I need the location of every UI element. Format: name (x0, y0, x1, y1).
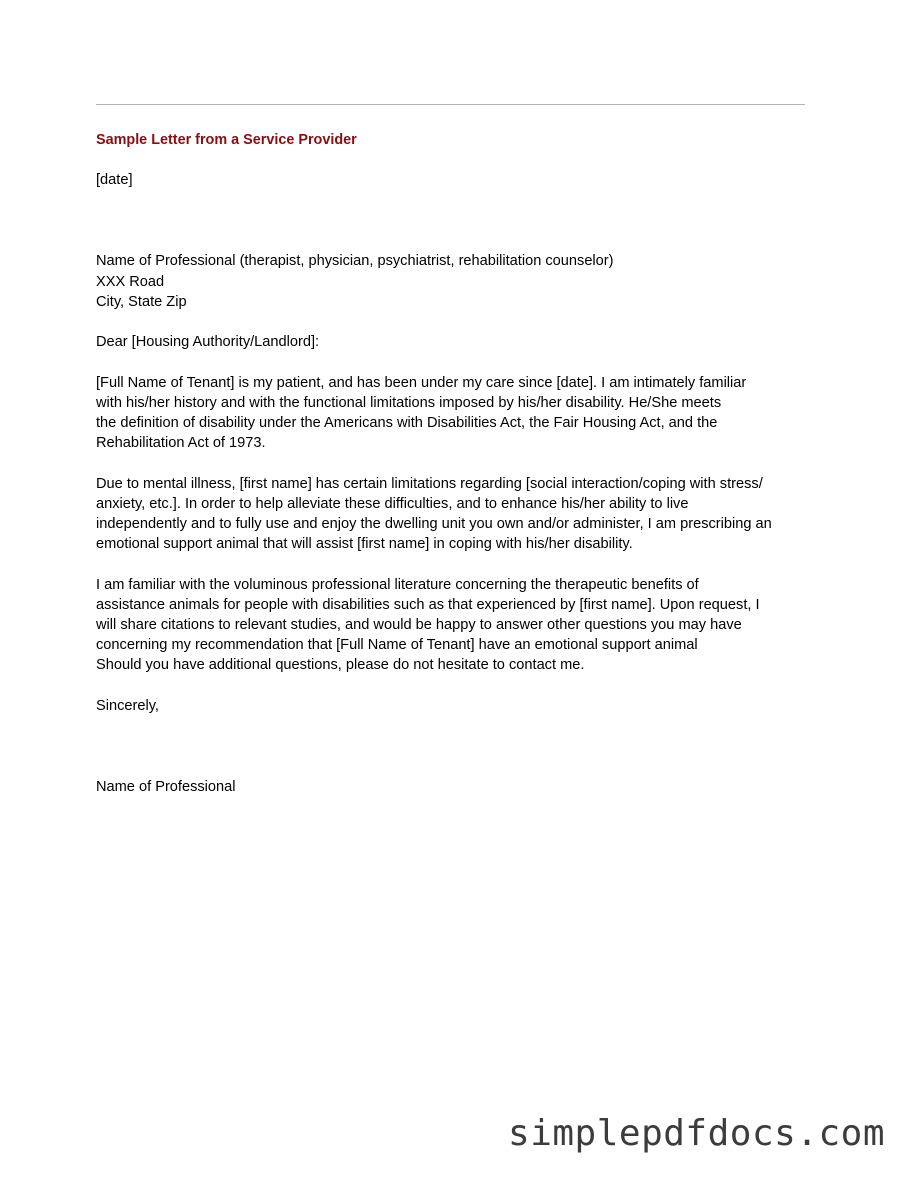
paragraph-line: concerning my recommendation that [Full Name of Tenant] have an emotional support animal (96, 637, 698, 654)
paragraph-line: anxiety, etc.]. In order to help alleviate these difficulties, and to enhance his/her ability to live (96, 495, 689, 512)
paragraph-line: I am familiar with the voluminous professional literature concerning the therapeutic benefits of (96, 576, 699, 593)
signature-name: Name of Professional (96, 779, 236, 795)
paragraph-line: independently and to fully use and enjoy the dwelling unit you own and/or administer, I am prescribing an (96, 516, 772, 532)
paragraph-line: [Full Name of Tenant] is my patient, and has been under my care since [date]. I am intimately familiar (96, 374, 747, 391)
letter-body (96, 130, 812, 797)
paragraph-line: Due to mental illness, [first name] has certain limitations regarding [social interaction/coping with stress/ (96, 475, 763, 492)
address-line: XXX Road (96, 273, 165, 290)
paragraph-line: with his/her history and with the functional limitations imposed by his/her disability. He/She meets (96, 394, 722, 411)
paragraph-line: Should you have additional questions, please do not hesitate to contact me. (96, 657, 585, 674)
paragraph-3 (96, 575, 812, 676)
sender-address (96, 251, 812, 312)
top-divider (96, 104, 805, 105)
closing: Sincerely, (96, 697, 159, 714)
address-line: City, State Zip (96, 293, 187, 310)
signature-space (96, 716, 812, 777)
letter-date: [date] (96, 172, 133, 189)
salutation (96, 332, 812, 352)
paragraph-line: assistance animals for people with disabilities such as that experienced by [first name]. Upon request, I (96, 596, 760, 613)
salutation-text: Dear [Housing Authority/Landlord]: (96, 334, 320, 351)
paragraph-line: emotional support animal that will assist [first name] in coping with his/her disability. (96, 536, 633, 553)
paragraph-2 (96, 474, 812, 555)
paragraph-line: will share citations to relevant studies, and would be happy to answer other questions you may have (96, 617, 742, 633)
paragraph-line: Rehabilitation Act of 1973. (96, 435, 266, 452)
paragraph-line: the definition of disability under the Americans with Disabilities Act, the Fair Housing Act, and the (96, 415, 718, 431)
watermark-text: simplepdfdocs.com (508, 1113, 885, 1154)
letter-title: Sample Letter from a Service Provider (96, 132, 357, 148)
address-line: Name of Professional (therapist, physician, psychiatrist, rehabilitation counselor) (96, 253, 614, 270)
paragraph-1 (96, 373, 812, 454)
